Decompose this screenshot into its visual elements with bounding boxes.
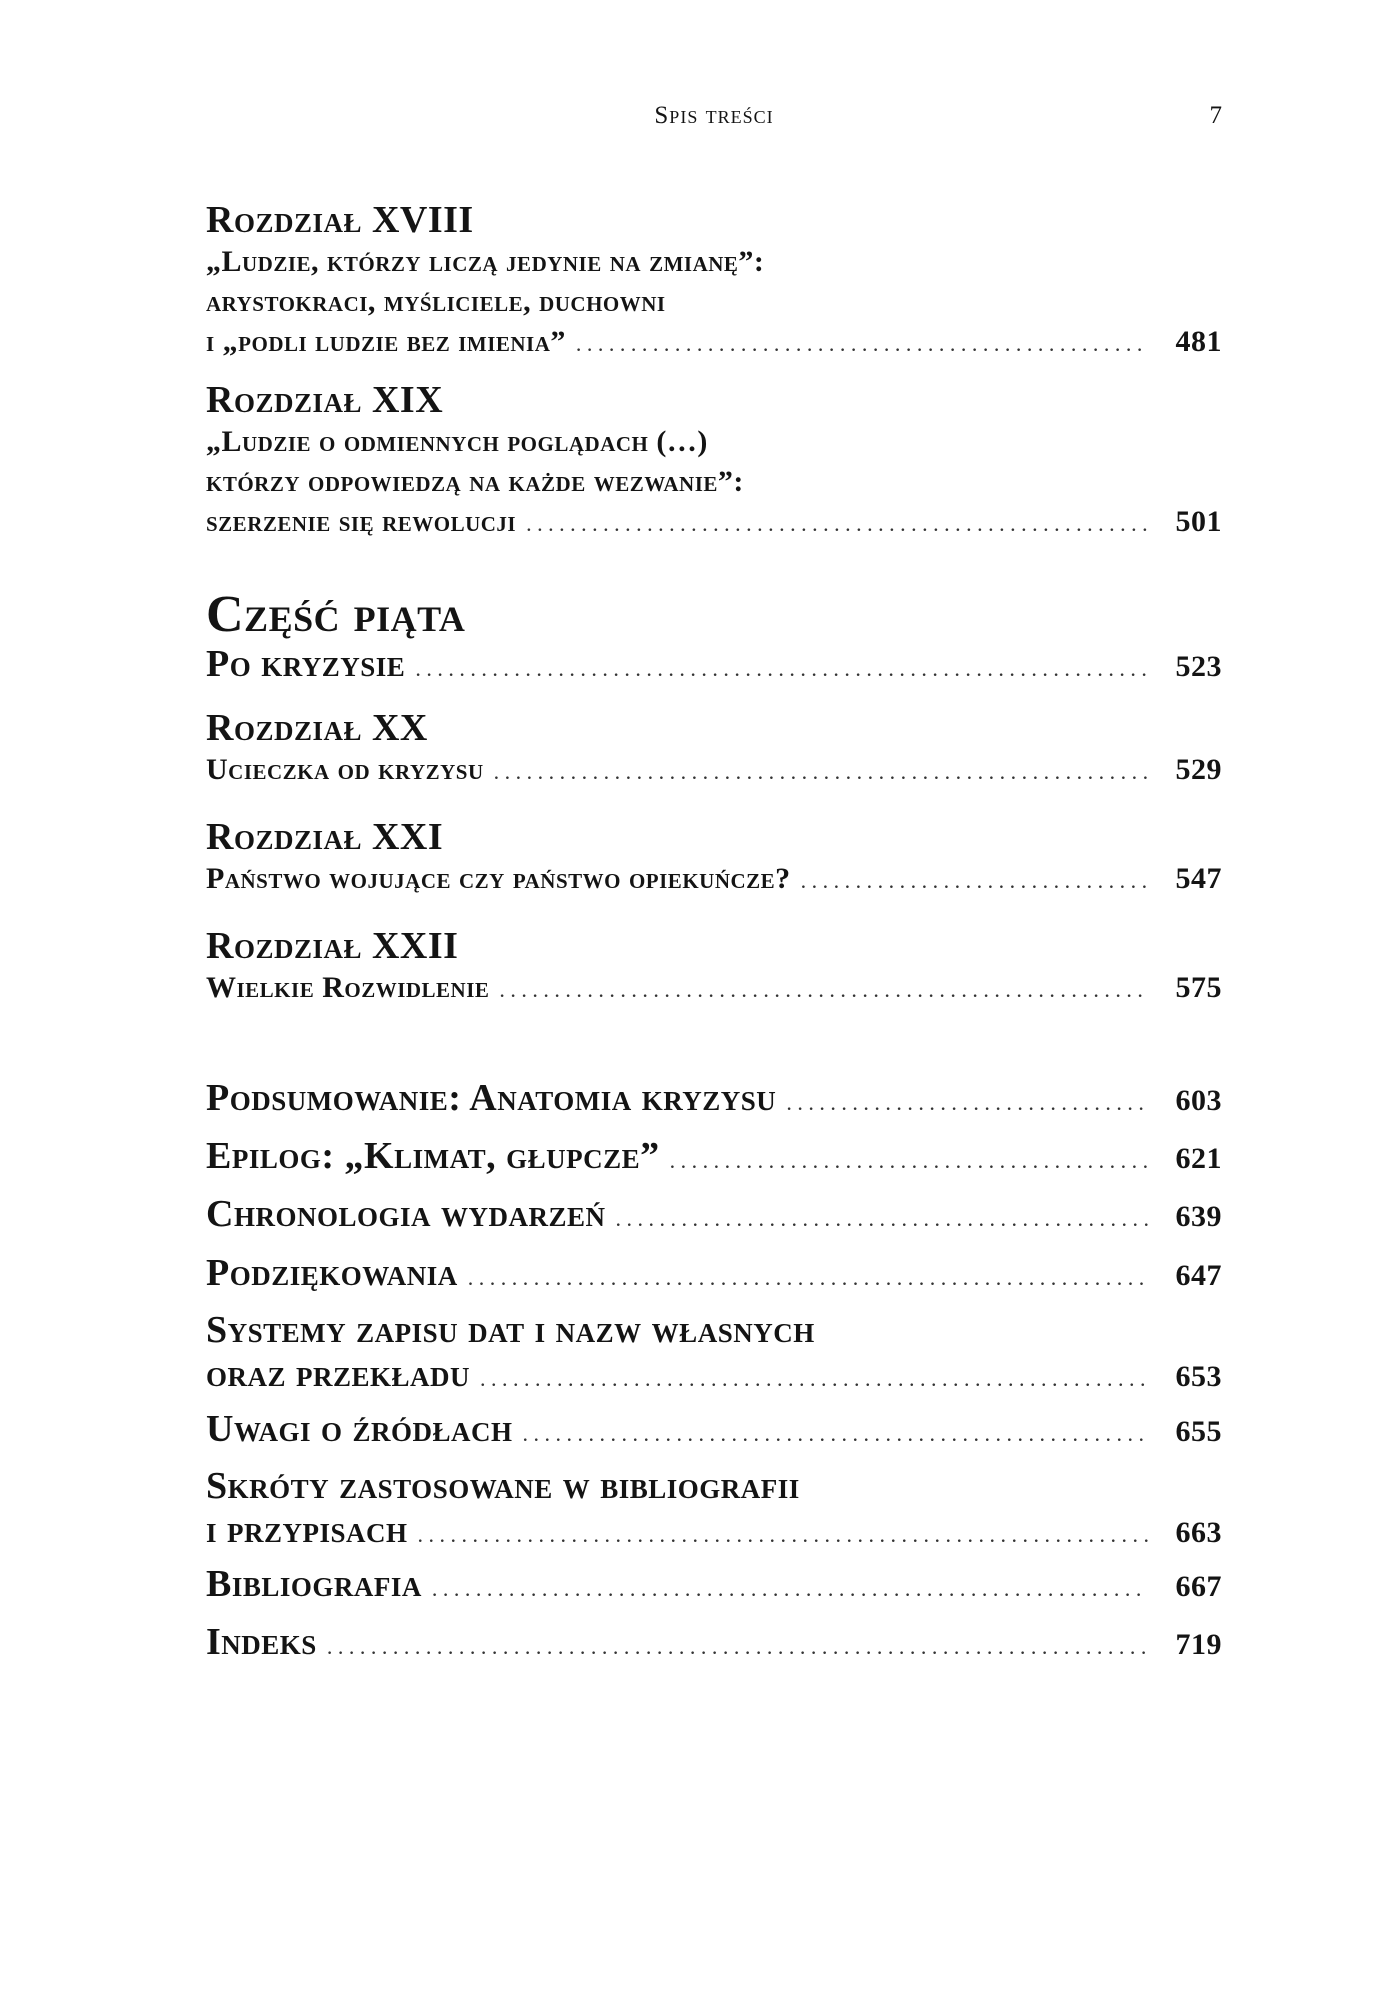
toc-entry-sources[interactable] bbox=[206, 1407, 1222, 1456]
chapter-title-line-with-page bbox=[206, 322, 1222, 364]
dot-leader bbox=[418, 1513, 1148, 1557]
dot-leader bbox=[480, 1357, 1148, 1401]
page-number: 7 bbox=[1209, 102, 1222, 129]
toc-entry-systems[interactable] bbox=[206, 1308, 1222, 1401]
page-ref: 621 bbox=[1175, 1142, 1222, 1175]
toc-entry-chapter-22[interactable] bbox=[206, 924, 1222, 1010]
page-ref: 655 bbox=[1175, 1415, 1222, 1448]
chapter-label: Rozdział XIX bbox=[206, 379, 444, 421]
chapter-title-text: Ucieczka od kryzysu bbox=[206, 753, 484, 786]
toc-entry-chapter-19[interactable] bbox=[206, 378, 1222, 544]
dot-leader bbox=[615, 1197, 1148, 1241]
dot-leader bbox=[522, 1412, 1148, 1456]
chapter-title-line: „Ludzie, którzy liczą jedynie na zmianę”: bbox=[206, 245, 765, 278]
page-ref: 481 bbox=[1175, 325, 1222, 358]
part-title-text: Po kryzysie bbox=[206, 643, 406, 685]
dot-leader bbox=[801, 861, 1148, 901]
chapter-title-text: szerzenie się rewolucji bbox=[206, 505, 517, 538]
entry-title: i przypisach bbox=[206, 1509, 408, 1551]
toc-entry-chapter-20[interactable] bbox=[206, 706, 1222, 792]
page-ref: 719 bbox=[1175, 1628, 1222, 1661]
entry-line bbox=[206, 1192, 1222, 1241]
entry-title: Epilog: „Klimat, głupcze” bbox=[206, 1135, 660, 1177]
dot-leader bbox=[494, 752, 1148, 792]
page-ref: 547 bbox=[1175, 862, 1222, 895]
entry-line bbox=[206, 1508, 1222, 1557]
dot-leader bbox=[415, 647, 1148, 691]
chapter-title-text: Państwo wojujące czy państwo opiekuńcze? bbox=[206, 862, 791, 895]
toc-entry-summary[interactable] bbox=[206, 1076, 1222, 1125]
chapter-label: Rozdział XX bbox=[206, 707, 428, 749]
chapter-label: Rozdział XXI bbox=[206, 816, 444, 858]
entry-line bbox=[206, 1562, 1222, 1611]
chapter-title-text: i „podli ludzie bez imienia” bbox=[206, 325, 566, 358]
dot-leader bbox=[786, 1081, 1148, 1125]
page-ref: 575 bbox=[1175, 971, 1222, 1004]
entry-title: Podsumowanie: Anatomia kryzysu bbox=[206, 1077, 777, 1119]
toc-entry-abbreviations[interactable] bbox=[206, 1464, 1222, 1557]
toc-entry-part-5[interactable] bbox=[206, 588, 1222, 691]
entry-title: Chronologia wydarzeń bbox=[206, 1193, 606, 1235]
entry-title: oraz przekładu bbox=[206, 1353, 471, 1395]
entry-line bbox=[206, 1076, 1222, 1125]
page-ref: 667 bbox=[1175, 1570, 1222, 1603]
dot-leader bbox=[526, 504, 1148, 544]
chapter-title-line-with-page bbox=[206, 750, 1222, 792]
entry-title: Podziękowania bbox=[206, 1252, 458, 1294]
entry-line bbox=[206, 1251, 1222, 1300]
chapter-title-text: Wielkie Rozwidlenie bbox=[206, 971, 490, 1004]
dot-leader bbox=[670, 1139, 1148, 1183]
chapter-title-line-with-page bbox=[206, 859, 1222, 901]
entry-line bbox=[206, 1407, 1222, 1456]
page-ref: 529 bbox=[1175, 753, 1222, 786]
entry-title-line: Systemy zapisu dat i nazw własnych bbox=[206, 1309, 815, 1351]
entry-title: Indeks bbox=[206, 1621, 317, 1663]
dot-leader bbox=[432, 1567, 1148, 1611]
page-ref: 653 bbox=[1175, 1360, 1222, 1393]
toc-entry-acknowledgements[interactable] bbox=[206, 1251, 1222, 1300]
dot-leader bbox=[499, 970, 1148, 1010]
part-label: Część piąta bbox=[206, 586, 466, 643]
toc-entry-index[interactable] bbox=[206, 1620, 1222, 1669]
toc-entry-epilogue[interactable] bbox=[206, 1134, 1222, 1183]
dot-leader bbox=[576, 324, 1148, 364]
page-header bbox=[206, 102, 1222, 132]
page-ref: 603 bbox=[1175, 1084, 1222, 1117]
chapter-title-line-with-page bbox=[206, 502, 1222, 544]
page-ref: 523 bbox=[1175, 650, 1222, 683]
toc-entry-chronology[interactable] bbox=[206, 1192, 1222, 1241]
entry-title-line: Skróty zastosowane w bibliografii bbox=[206, 1465, 800, 1507]
entry-line bbox=[206, 1620, 1222, 1669]
chapter-title-line: arystokraci, myśliciele, duchowni bbox=[206, 285, 666, 318]
chapter-label: Rozdział XXII bbox=[206, 925, 459, 967]
page-ref: 501 bbox=[1175, 505, 1222, 538]
entry-line bbox=[206, 1352, 1222, 1401]
page-ref: 639 bbox=[1175, 1200, 1222, 1233]
page-ref: 647 bbox=[1175, 1259, 1222, 1292]
chapter-title-line: „Ludzie o odmiennych poglądach (…) bbox=[206, 425, 708, 458]
chapter-title-line-with-page bbox=[206, 968, 1222, 1010]
dot-leader bbox=[468, 1256, 1148, 1300]
part-title-line bbox=[206, 642, 1222, 691]
toc-entry-bibliography[interactable] bbox=[206, 1562, 1222, 1611]
dot-leader bbox=[327, 1625, 1148, 1669]
chapter-label: Rozdział XVIII bbox=[206, 199, 474, 241]
toc-entry-chapter-21[interactable] bbox=[206, 815, 1222, 901]
entry-title: Bibliografia bbox=[206, 1563, 422, 1605]
entry-title: Uwagi o źródłach bbox=[206, 1408, 513, 1450]
running-head: Spis treści bbox=[654, 102, 774, 129]
page-ref: 663 bbox=[1175, 1516, 1222, 1549]
toc-entry-chapter-18[interactable] bbox=[206, 198, 1222, 364]
entry-line bbox=[206, 1134, 1222, 1183]
chapter-title-line: którzy odpowiedzą na każde wezwanie”: bbox=[206, 465, 744, 498]
